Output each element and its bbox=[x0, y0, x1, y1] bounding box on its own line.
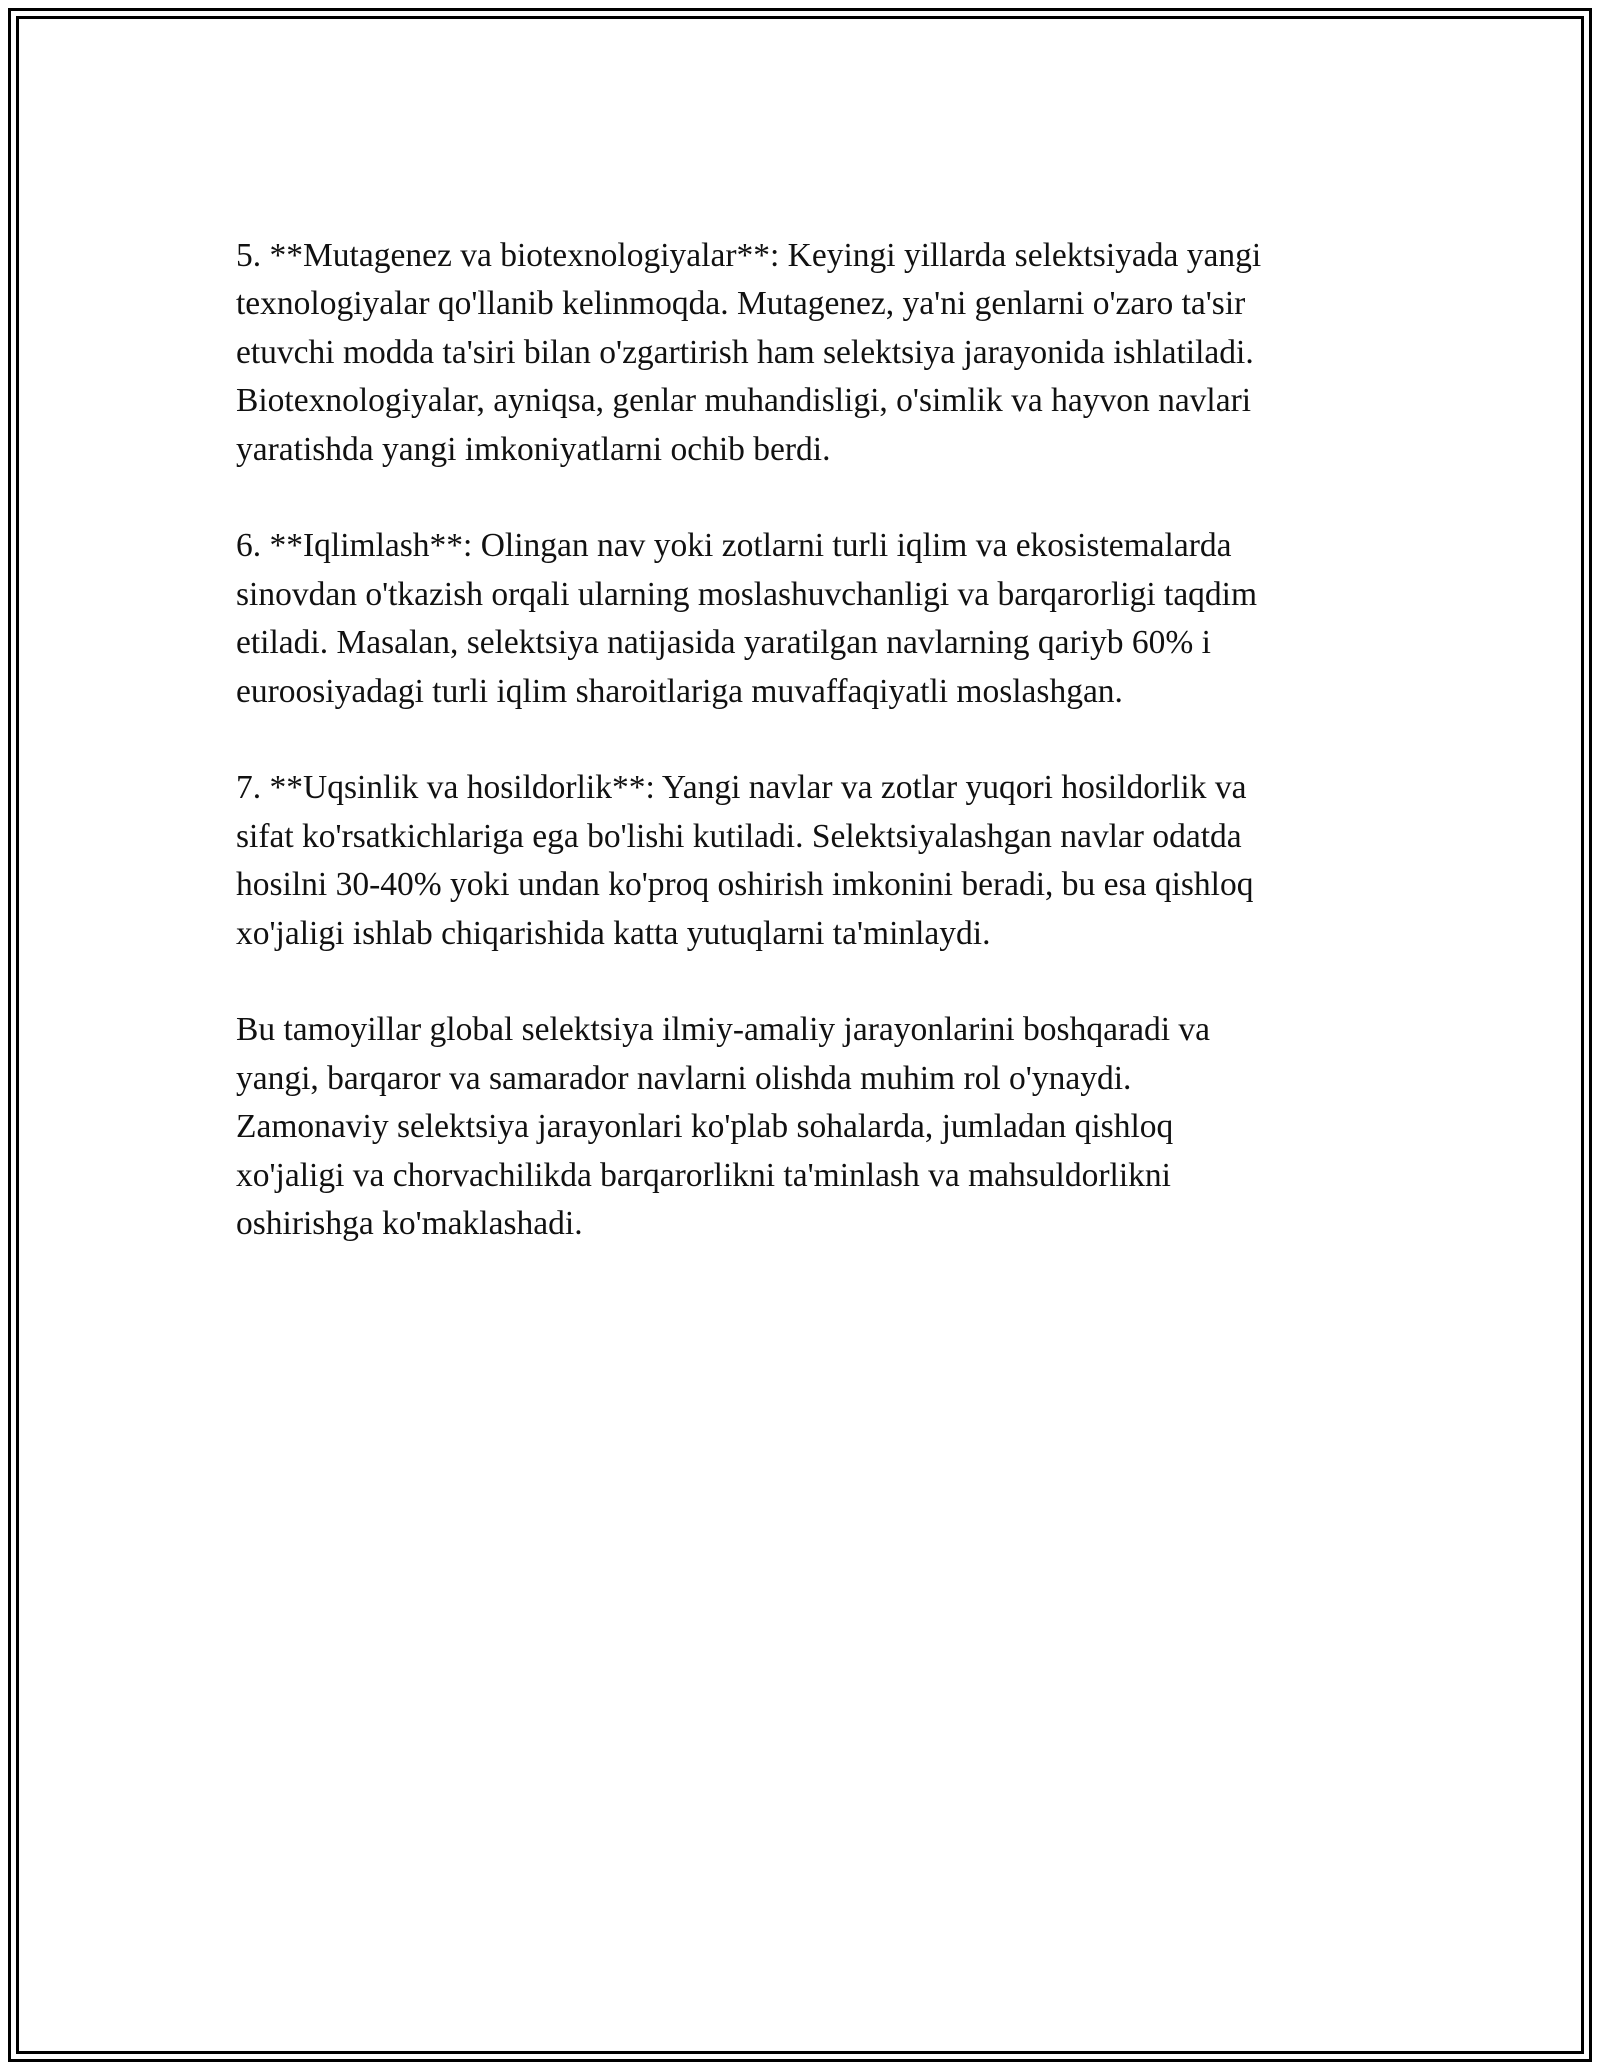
text-line: sinovdan o'tkazish orqali ularning moslashuvchanligi va barqarorligi taqdim bbox=[236, 575, 1258, 613]
text-line: euroosiyadagi turli iqlim sharoitlariga muvaffaqiyatli moslashgan. bbox=[236, 672, 1123, 710]
text-line: xo'jaligi ishlab chiqarishida katta yutuqlarni ta'minlaydi. bbox=[236, 914, 991, 952]
text-line: 6. **Iqlimlash**: Olingan nav yoki zotlarni turli iqlim va ekosistemalarda bbox=[236, 527, 1232, 565]
text-line: oshirishga ko'maklashadi. bbox=[236, 1205, 583, 1243]
text-line: etiladi. Masalan, selektsiya natijasida yaratilgan navlarning qariyb 60% i bbox=[236, 624, 1211, 662]
text-line: Bu tamoyillar global selektsiya ilmiy-amaliy jarayonlarini boshqaradi va bbox=[236, 1011, 1211, 1049]
document-body bbox=[236, 232, 1416, 1297]
text-line: yangi, barqaror va samarador navlarni olishda muhim rol o'ynaydi. bbox=[236, 1059, 1132, 1097]
text-line: Biotexnologiyalar, ayniqsa, genlar muhandisligi, o'simlik va hayvon navlari bbox=[236, 382, 1252, 420]
paragraph-mutagenez bbox=[236, 232, 1416, 474]
paragraph-conclusion bbox=[236, 1006, 1416, 1248]
text-line: hosilni 30-40% yoki undan ko'proq oshirish imkonini beradi, bu esa qishloq bbox=[236, 866, 1254, 904]
text-line: sifat ko'rsatkichlariga ega bo'lishi kutiladi. Selektsiyalashgan navlar odatda bbox=[236, 817, 1242, 855]
paragraph-iqlimlash bbox=[236, 522, 1416, 716]
text-line: xo'jaligi va chorvachilikda barqarorlikni ta'minlash va mahsuldorlikni bbox=[236, 1156, 1171, 1194]
text-line: Zamonaviy selektsiya jarayonlari ko'plab sohalarda, jumladan qishloq bbox=[236, 1108, 1174, 1146]
text-line: etuvchi modda ta'siri bilan o'zgartirish ham selektsiya jarayonida ishlatiladi. bbox=[236, 333, 1254, 371]
text-line: texnologiyalar qo'llanib kelinmoqda. Mutagenez, ya'ni genlarni o'zaro ta'sir bbox=[236, 285, 1246, 323]
text-line: yaratishda yangi imkoniyatlarni ochib berdi. bbox=[236, 430, 831, 468]
paragraph-hosildorlik bbox=[236, 764, 1416, 958]
text-line: 7. **Uqsinlik va hosildorlik**: Yangi navlar va zotlar yuqori hosildorlik va bbox=[236, 769, 1247, 807]
text-line: 5. **Mutagenez va biotexnologiyalar**: Keyingi yillarda selektsiyada yangi bbox=[236, 237, 1262, 274]
